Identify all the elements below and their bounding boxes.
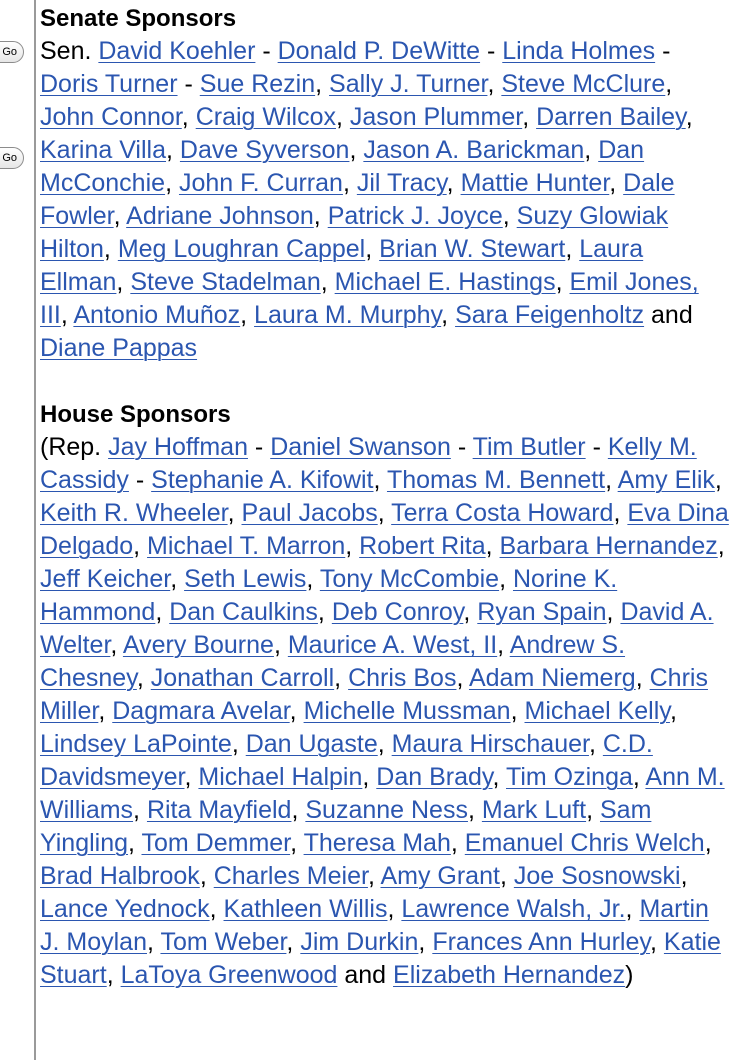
sponsor-link[interactable]: Terra Costa Howard xyxy=(391,499,614,527)
sponsor-link[interactable]: Steve McClure xyxy=(501,70,666,98)
sponsor-link[interactable]: Deb Conroy xyxy=(331,598,464,626)
sponsor-link[interactable]: Sam Yingling xyxy=(40,796,652,857)
sponsors-content xyxy=(40,2,730,992)
sponsor-prefix: (Rep. xyxy=(40,433,109,461)
sponsor-link[interactable]: Michael T. Marron xyxy=(147,532,346,560)
sponsor-link[interactable]: Jonathan Carroll xyxy=(150,664,335,692)
sponsor-link[interactable]: Brad Halbrook xyxy=(40,862,200,890)
go-button[interactable]: Go xyxy=(0,41,24,63)
sponsor-link[interactable]: David Koehler xyxy=(98,37,256,65)
sponsor-link[interactable]: Ryan Spain xyxy=(477,598,607,626)
sponsor-link[interactable]: Adriane Johnson xyxy=(126,202,314,230)
sponsor-link[interactable]: David A. Welter xyxy=(40,598,714,659)
sponsor-link[interactable]: Steve Stadelman xyxy=(130,268,321,296)
sponsor-link[interactable]: Daniel Swanson xyxy=(270,433,451,461)
sponsor-link[interactable]: Joe Sosnowski xyxy=(513,862,681,890)
sponsor-link[interactable]: Avery Bourne xyxy=(122,631,274,659)
sponsor-link[interactable]: Chris Miller xyxy=(40,664,708,725)
go-button[interactable]: Go xyxy=(0,147,24,169)
sponsor-link[interactable]: Sue Rezin xyxy=(199,70,316,98)
sponsor-link[interactable]: John Connor xyxy=(40,103,182,131)
sponsor-link[interactable]: Laura M. Murphy xyxy=(254,301,442,329)
senate-sponsors-heading: Senate Sponsors xyxy=(40,5,237,32)
sponsor-link[interactable]: Mark Luft xyxy=(481,796,587,824)
sponsor-link[interactable]: Kathleen Willis xyxy=(223,895,388,923)
sponsor-link[interactable]: Thomas M. Bennett xyxy=(386,466,606,494)
sponsor-link[interactable]: Amy Grant xyxy=(380,862,500,890)
sponsor-link[interactable]: Lance Yednock xyxy=(40,895,210,923)
senate-sponsors-list: Sen. David Koehler - Donald P. DeWitte - Linda Holmes - Doris Turner - Sue Rezin, Sally J. Turner, Steve McClure, John Connor, Craig Wilcox, Jason Plummer, Darren Bailey, Karina Villa, Dave Syverson, Jason A. Barickman, Dan McConchie, John F. Curran, Jil Tracy, Mattie Hunter, Dale Fowler, Adriane Johnson, Patrick J. Joyce, Suzy Glowiak Hilton, Meg Loughran Cappel, Brian W. Stewart, Laura Ellman, Steve Stadelman, Michael E. Hastings, Emil Jones, III, Antonio Muñoz, Laura M. Murphy, Sara Feigenholtz and Diane Pappas xyxy=(40,37,699,362)
sponsor-link[interactable]: Lawrence Walsh, Jr. xyxy=(401,895,626,923)
sponsor-link[interactable]: Stephanie A. Kifowit xyxy=(151,466,374,494)
sponsor-link[interactable]: Michael Halpin xyxy=(198,763,363,791)
sponsor-link[interactable]: Diane Pappas xyxy=(40,334,198,362)
sponsor-link[interactable]: Mattie Hunter xyxy=(460,169,610,197)
sponsor-link[interactable]: C.D. Davidsmeyer xyxy=(40,730,653,791)
house-sponsors-heading: House Sponsors xyxy=(40,401,231,428)
sponsor-link[interactable]: Dan Ugaste xyxy=(245,730,378,758)
sponsor-link[interactable]: Michelle Mussman xyxy=(303,697,511,725)
sponsor-link[interactable]: Emanuel Chris Welch xyxy=(464,829,705,857)
sponsor-link[interactable]: Darren Bailey xyxy=(536,103,686,131)
sponsor-link[interactable]: Dagmara Avelar xyxy=(112,697,290,725)
sponsor-link[interactable]: Seth Lewis xyxy=(184,565,307,593)
sponsor-link[interactable]: Charles Meier xyxy=(213,862,368,890)
sponsor-link[interactable]: Jeff Keicher xyxy=(40,565,171,593)
sponsor-link[interactable]: Chris Bos xyxy=(348,664,457,692)
sponsor-link[interactable]: Suzanne Ness xyxy=(305,796,468,824)
sponsor-prefix: Sen. xyxy=(40,37,99,65)
sponsor-link[interactable]: Barbara Hernandez xyxy=(499,532,718,560)
sponsor-link[interactable]: Paul Jacobs xyxy=(241,499,378,527)
sponsor-link[interactable]: Jil Tracy xyxy=(356,169,447,197)
sponsor-link[interactable]: Tony McCombie xyxy=(319,565,500,593)
sponsor-link[interactable]: Jason Plummer xyxy=(349,103,523,131)
sponsor-link[interactable]: Adam Niemerg xyxy=(468,664,636,692)
sponsor-link[interactable]: Brian W. Stewart xyxy=(379,235,566,263)
sponsor-link[interactable]: Tom Weber xyxy=(160,928,287,956)
sponsor-link[interactable]: John F. Curran xyxy=(178,169,343,197)
sponsor-link[interactable]: Antonio Muñoz xyxy=(73,301,241,329)
sponsor-link[interactable]: Maura Hirschauer xyxy=(391,730,589,758)
sponsor-link[interactable]: Donald P. DeWitte xyxy=(277,37,481,65)
sponsor-link[interactable]: Dan Brady xyxy=(376,763,493,791)
sponsor-link[interactable]: Rita Mayfield xyxy=(146,796,292,824)
sponsor-link[interactable]: Emil Jones, III xyxy=(40,268,699,329)
left-panel xyxy=(0,0,34,1060)
sponsor-link[interactable]: Martin J. Moylan xyxy=(40,895,709,956)
sponsor-link[interactable]: Patrick J. Joyce xyxy=(327,202,503,230)
sponsor-link[interactable]: Keith R. Wheeler xyxy=(40,499,228,527)
sponsor-link[interactable]: Jason A. Barickman xyxy=(363,136,585,164)
sponsor-link[interactable]: Theresa Mah xyxy=(303,829,451,857)
sponsor-link[interactable]: Dave Syverson xyxy=(179,136,350,164)
sponsor-link[interactable]: Meg Loughran Cappel xyxy=(117,235,366,263)
sponsor-link[interactable]: Frances Ann Hurley xyxy=(432,928,651,956)
sponsor-link[interactable]: Tim Ozinga xyxy=(506,763,633,791)
sponsor-link[interactable]: Elizabeth Hernandez xyxy=(393,961,626,989)
sponsor-link[interactable]: Doris Turner xyxy=(40,70,178,98)
sponsor-link[interactable]: Katie Stuart xyxy=(40,928,721,989)
sponsor-link[interactable]: Jay Hoffman xyxy=(108,433,248,461)
sponsor-link[interactable]: Eva Dina Delgado xyxy=(40,499,729,560)
section-gap xyxy=(40,365,730,398)
sponsor-link[interactable]: Maurice A. West, II xyxy=(287,631,498,659)
sponsor-link[interactable]: Lindsey LaPointe xyxy=(40,730,232,758)
house-sponsors-list: (Rep. Jay Hoffman - Daniel Swanson - Tim Butler - Kelly M. Cassidy - Stephanie A. Kifowit, Thomas M. Bennett, Amy Elik, Keith R. Wheeler, Paul Jacobs, Terra Costa Howard, Eva Dina Delgado, Michael T. Marron, Robert Rita, Barbara Hernandez, Jeff Keicher, Seth Lewis, Tony McCombie, Norine K. Hammond, Dan Caulkins, Deb Conroy, Ryan Spain, David A. Welter, Avery Bourne, Maurice A. West, II, Andrew S. Chesney, Jonathan Carroll, Chris Bos, Adam Niemerg, Chris Miller, Dagmara Avelar, Michelle Mussman, Michael Kelly, Lindsey LaPointe, Dan Ugaste, Maura Hirschauer, C.D. Davidsmeyer, Michael Halpin, Dan Brady, Tim Ozinga, Ann M. Williams, Rita Mayfield, Suzanne Ness, Mark Luft, Sam Yingling, Tom Demmer, Theresa Mah, Emanuel Chris Welch, Brad Halbrook, Charles Meier, Amy Grant, Joe Sosnowski, Lance Yednock, Kathleen Willis, Lawrence Walsh, Jr., Martin J. Moylan, Tom Weber, Jim Durkin, Frances Ann Hurley, Katie Stuart, LaToya Greenwood and Elizabeth Hernandez) xyxy=(40,433,729,989)
sponsor-link[interactable]: Michael E. Hastings xyxy=(334,268,556,296)
sponsor-link[interactable]: Tom Demmer xyxy=(141,829,291,857)
sponsor-link[interactable]: Linda Holmes xyxy=(502,37,656,65)
sponsor-link[interactable]: Karina Villa xyxy=(40,136,167,164)
sponsor-link[interactable]: LaToya Greenwood xyxy=(120,961,338,989)
panel-divider xyxy=(34,0,36,1060)
sponsor-link[interactable]: Laura Ellman xyxy=(40,235,644,296)
sponsor-link[interactable]: Ann M. Williams xyxy=(40,763,725,824)
sponsor-link[interactable]: Robert Rita xyxy=(359,532,486,560)
sponsor-link[interactable]: Sara Feigenholtz xyxy=(455,301,645,329)
sponsor-link[interactable]: Michael Kelly xyxy=(524,697,670,725)
sponsor-link[interactable]: Dan Caulkins xyxy=(169,598,318,626)
sponsor-suffix: ) xyxy=(625,961,634,989)
sponsor-link[interactable]: Andrew S. Chesney xyxy=(40,631,626,692)
sponsor-link[interactable]: Norine K. Hammond xyxy=(40,565,618,626)
sponsor-link[interactable]: Kelly M. Cassidy xyxy=(40,433,697,494)
sponsor-link[interactable]: Tim Butler xyxy=(472,433,586,461)
sponsor-link[interactable]: Sally J. Turner xyxy=(329,70,488,98)
sponsor-link[interactable]: Amy Elik xyxy=(617,466,715,494)
sponsor-link[interactable]: Dale Fowler xyxy=(40,169,675,230)
sponsor-link[interactable]: Craig Wilcox xyxy=(195,103,336,131)
sponsor-link[interactable]: Suzy Glowiak Hilton xyxy=(40,202,669,263)
sponsor-link[interactable]: Dan McConchie xyxy=(40,136,645,197)
sponsor-link[interactable]: Jim Durkin xyxy=(300,928,419,956)
